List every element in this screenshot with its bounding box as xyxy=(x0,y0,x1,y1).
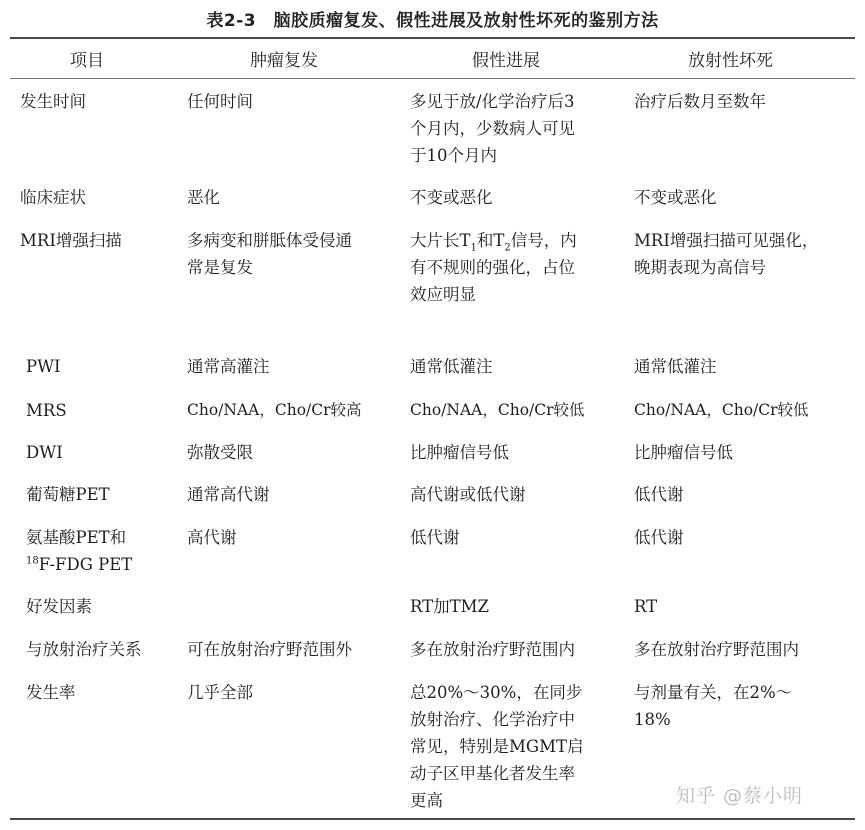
row-symptoms-item: 临床症状 xyxy=(20,188,86,207)
row-onset-item: 发生时间 xyxy=(20,92,86,111)
row-pwi-recurrence: 通常高灌注 xyxy=(187,357,270,376)
row-onset-pseudo: 多见于放/化学治疗后3 个月内，少数病人可见 于10个月内 xyxy=(410,92,575,165)
row-amino-pet-recurrence: 高代谢 xyxy=(187,528,237,547)
row-onset-recurrence: 任何时间 xyxy=(187,92,253,111)
row-amino-pet-item: 氨基酸PET和 $^{18}$F-FDG PET xyxy=(26,528,133,574)
row-risk-factor-necrosis: RT xyxy=(634,597,658,616)
row-radiotherapy-relation-necrosis: 多在放射治疗野范围内 xyxy=(634,640,799,659)
row-radiotherapy-relation-recurrence: 可在放射治疗野范围外 xyxy=(187,640,352,659)
row-mrs-recurrence: Cho/NAA，Cho/Cr较高 xyxy=(187,401,362,419)
header-item: 项目 xyxy=(70,51,104,71)
row-mrs-necrosis: Cho/NAA，Cho/Cr较低 xyxy=(634,401,809,419)
row-incidence-recurrence: 几乎全部 xyxy=(187,683,253,702)
row-amino-pet-necrosis: 低代谢 xyxy=(634,528,684,547)
bottom-rule xyxy=(10,818,855,820)
row-amino-pet-pseudo: 低代谢 xyxy=(410,528,460,547)
row-mri-item: MRI增强扫描 xyxy=(20,231,122,250)
row-symptoms-recurrence: 恶化 xyxy=(187,188,220,207)
header-rule xyxy=(10,78,855,79)
row-pwi-necrosis: 通常低灌注 xyxy=(634,357,717,376)
row-symptoms-pseudo: 不变或恶化 xyxy=(410,188,493,207)
row-risk-factor-item: 好发因素 xyxy=(26,597,92,616)
header-recurrence: 肿瘤复发 xyxy=(250,51,318,71)
row-mri-pseudo: 大片长$T_1$和$T_2$信号，内 有不规则的强化，占位 效应明显 xyxy=(410,231,577,304)
row-onset-necrosis: 治疗后数月至数年 xyxy=(634,92,766,111)
row-dwi-pseudo: 比肿瘤信号低 xyxy=(410,443,509,462)
row-glucose-pet-recurrence: 通常高代谢 xyxy=(187,485,270,504)
row-glucose-pet-item: 葡萄糖PET xyxy=(26,485,110,504)
row-mrs-item: MRS xyxy=(26,401,67,420)
row-mrs-pseudo: Cho/NAA，Cho/Cr较低 xyxy=(410,401,585,419)
row-pwi-pseudo: 通常低灌注 xyxy=(410,357,493,376)
row-radiotherapy-relation-item: 与放射治疗关系 xyxy=(26,640,142,659)
row-glucose-pet-necrosis: 低代谢 xyxy=(634,485,684,504)
row-mri-recurrence: 多病变和胼胝体受侵通 常是复发 xyxy=(187,231,352,277)
row-risk-factor-pseudo: RT加TMZ xyxy=(410,597,490,616)
row-dwi-necrosis: 比肿瘤信号低 xyxy=(634,443,733,462)
row-incidence-pseudo: 总20%～30%，在同步 放射治疗、化学治疗中 常见，特别是MGMT启 动子区甲基化者发生率 更高 xyxy=(410,683,584,810)
zhihu-watermark: 知乎 @蔡小明 xyxy=(676,785,804,807)
row-dwi-item: DWI xyxy=(26,443,63,462)
table-title: 表2-3 脑胶质瘤复发、假性进展及放射性坏死的鉴别方法 xyxy=(206,11,659,31)
row-incidence-item: 发生率 xyxy=(26,683,76,702)
header-pseudoprogression: 假性进展 xyxy=(472,51,540,71)
row-glucose-pet-pseudo: 高代谢或低代谢 xyxy=(410,485,526,504)
row-mri-necrosis: MRI增强扫描可见强化， 晚期表现为高信号 xyxy=(634,231,819,277)
row-incidence-necrosis: 与剂量有关，在2%～ 18% xyxy=(634,683,793,729)
row-dwi-recurrence: 弥散受限 xyxy=(187,443,253,462)
row-pwi-item: PWI xyxy=(26,357,61,376)
top-rule xyxy=(10,37,855,39)
row-radiotherapy-relation-pseudo: 多在放射治疗野范围内 xyxy=(410,640,575,659)
header-radiation-necrosis: 放射性坏死 xyxy=(688,51,773,71)
row-symptoms-necrosis: 不变或恶化 xyxy=(634,188,717,207)
